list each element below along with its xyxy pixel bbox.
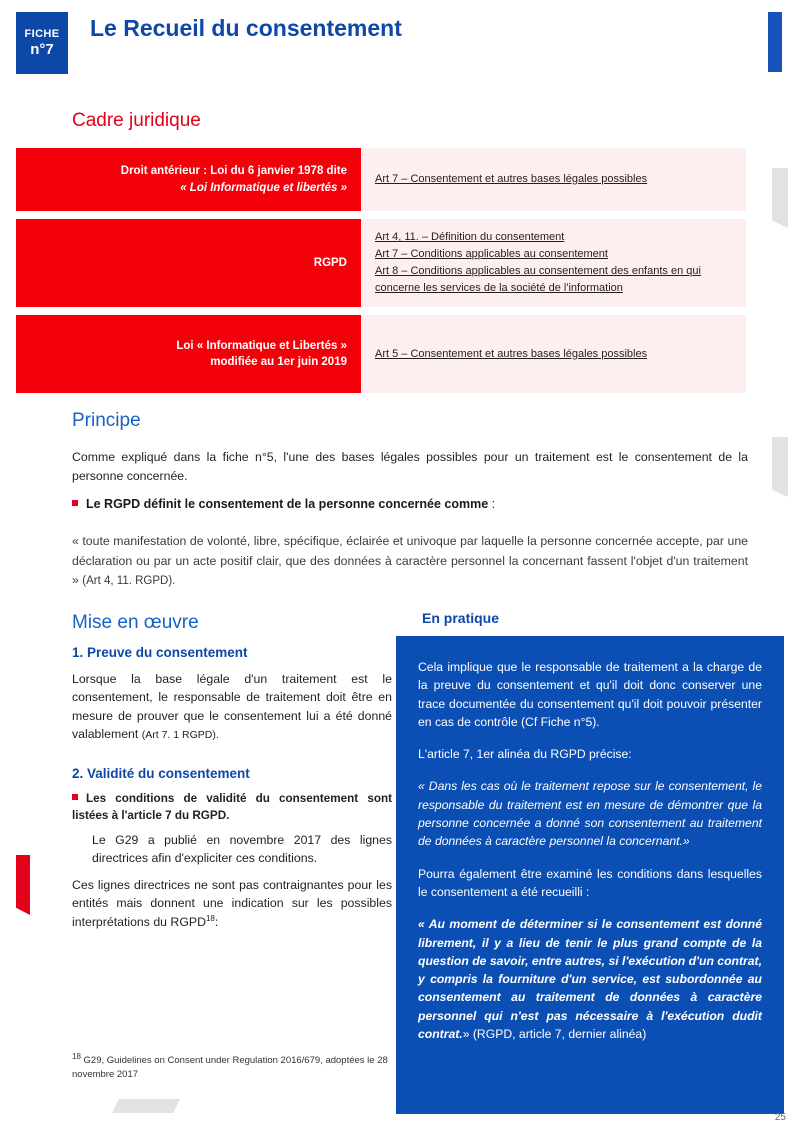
section-heading-cadre-juridique: Cadre juridique xyxy=(72,110,201,131)
table-row xyxy=(16,148,746,211)
decorative-grey-shape xyxy=(772,168,788,228)
table-row-articles xyxy=(361,148,746,211)
table-row-label-line1: Loi « Informatique et Libertés » xyxy=(176,339,347,352)
section-heading-mise-en-oeuvre: Mise en œuvre xyxy=(72,612,199,633)
article-reference: Art 5 – Consentement et autres bases légales possibles xyxy=(375,347,648,360)
fiche-badge xyxy=(16,12,68,74)
table-row-label xyxy=(16,148,361,211)
subheading-validite-du-consentement: 2. Validité du consentement xyxy=(72,766,250,782)
en-pratique-paragraph-3: Pourra également être examiné les conditions dans lesquelles le consentement a été recueilli : xyxy=(418,866,762,899)
article-reference: Art 4, 11. – Définition du consentement xyxy=(375,231,565,243)
validite-bullet-text: Les conditions de validité du consentement sont listées à l'article 7 du RGPD. xyxy=(72,792,392,823)
square-bullet-icon xyxy=(72,794,78,800)
table-row-label-line2: « Loi Informatique et libertés » xyxy=(180,181,347,194)
section-heading-en-pratique: En pratique xyxy=(422,610,500,626)
table-row-label-line1: Droit antérieur : Loi du 6 janvier 1978 dite xyxy=(120,164,347,177)
preuve-paragraph-text: Lorsque la base légale d'un traitement est le consentement, le responsable de traitement doit être en mesure de prouver que le consentement lui a été donné valablement xyxy=(72,672,392,742)
header-accent-bar xyxy=(768,12,782,72)
implementation-column xyxy=(72,645,392,939)
article-reference: Art 8 – Conditions applicables au consentement des enfants en qui concerne les services de la société de l'information xyxy=(375,265,701,295)
decorative-red-shape xyxy=(16,855,30,915)
table-row-label-line1: RGPD xyxy=(313,256,347,269)
en-pratique-quote-2-text: « Au moment de déterminer si le consentement est donné librement, il y a lieu de tenir le plus grand compte de la question de savoir, entre autres, si l'exécution d'un contrat, y compris la fourniture d'un service, est subordonnée au consentement au traitement de données à caractère personnel qui n'est pas nécessaire à l'exécution dudit contrat. xyxy=(418,917,762,1042)
principe-quote xyxy=(72,532,748,591)
footnote-text: G29, Guidelines on Consent under Regulation 2016/679, adoptées le 28 novembre 2017 xyxy=(72,1055,388,1080)
validite-bullet xyxy=(72,791,392,825)
table-row-label xyxy=(16,315,361,393)
table-row-articles xyxy=(361,315,746,393)
section-heading-principe: Principe xyxy=(72,410,141,431)
principe-intro-paragraph: Comme expliqué dans la fiche n°5, l'une des bases légales possibles pour un traitement est le consentement de la personne concernée. xyxy=(72,450,748,484)
decorative-grey-shape xyxy=(772,437,788,497)
article-reference: Art 7 – Consentement et autres bases légales possibles xyxy=(375,172,648,185)
principe-bullet-text: Le RGPD définit le consentement de la personne concernée comme xyxy=(86,497,489,511)
square-bullet-icon xyxy=(72,500,78,506)
table-row xyxy=(16,315,746,393)
table-row xyxy=(16,219,746,307)
validite-paragraph-2-text: Ces lignes directrices ne sont pas contraignantes pour les entités mais donnent une indication sur les possibles interprétations du RGPD xyxy=(72,877,392,929)
fiche-badge-number: n°7 xyxy=(30,40,54,58)
en-pratique-quote-2-tail: » (RGPD, article 7, dernier alinéa) xyxy=(462,1027,647,1042)
validite-paragraph-2 xyxy=(72,876,392,931)
article-reference: Art 7 – Conditions applicables au consentement xyxy=(375,248,608,261)
footnote xyxy=(72,1051,392,1082)
table-row-label-line2: modifiée au 1er juin 2019 xyxy=(210,356,347,369)
footnote-number: 18 xyxy=(72,1052,81,1061)
en-pratique-box xyxy=(396,636,784,1114)
table-row-label xyxy=(16,219,361,307)
page-number: 25 xyxy=(774,1112,786,1123)
validite-paragraph-1: Le G29 a publié en novembre 2017 des lignes directrices afin d'expliciter ces conditions. xyxy=(92,833,392,866)
en-pratique-quote-1: « Dans les cas où le traitement repose sur le consentement, le responsable du traitement est en mesure de démontrer que la personne concernée a donné son consentement au traitement de données à caractère personnel la concernant.» xyxy=(418,779,762,849)
page-title: Le Recueil du consentement xyxy=(90,15,402,41)
principe-bullet xyxy=(72,497,748,511)
decorative-grey-shape xyxy=(112,1099,180,1113)
fiche-badge-word: FICHE xyxy=(24,28,60,41)
en-pratique-paragraph-1: Cela implique que le responsable de traitement a la charge de la preuve du consentement et qu'il doit donc conserver une trace documentée du consentement qu'il doit pouvoir présenter en cas de contrôle (Cf Fiche n°5). xyxy=(418,660,762,729)
subheading-preuve-du-consentement: 1. Preuve du consentement xyxy=(72,645,248,660)
principe-quote-text: « toute manifestation de volonté, libre, spécifique, éclairée et univoque par laquelle la personne concernée accepte, par une déclaration ou par un acte positif clair, que des données à caractère personnel la concernant fassent l'objet d'un traitement » xyxy=(72,534,748,588)
validite-paragraph-2-tail: : xyxy=(214,914,219,929)
legal-framework-table xyxy=(16,148,746,401)
en-pratique-quote-2 xyxy=(418,915,762,1043)
principe-quote-reference: (Art 4, 11. RGPD). xyxy=(82,575,176,588)
preuve-paragraph-reference: (Art 7. 1 RGPD). xyxy=(141,729,219,742)
preuve-paragraph xyxy=(72,670,392,744)
principe-bullet-tail: : xyxy=(488,497,496,511)
footnote-marker: 18 xyxy=(205,913,215,923)
en-pratique-paragraph-2: L'article 7, 1er alinéa du RGPD précise: xyxy=(418,747,632,762)
table-row-articles xyxy=(361,219,746,307)
